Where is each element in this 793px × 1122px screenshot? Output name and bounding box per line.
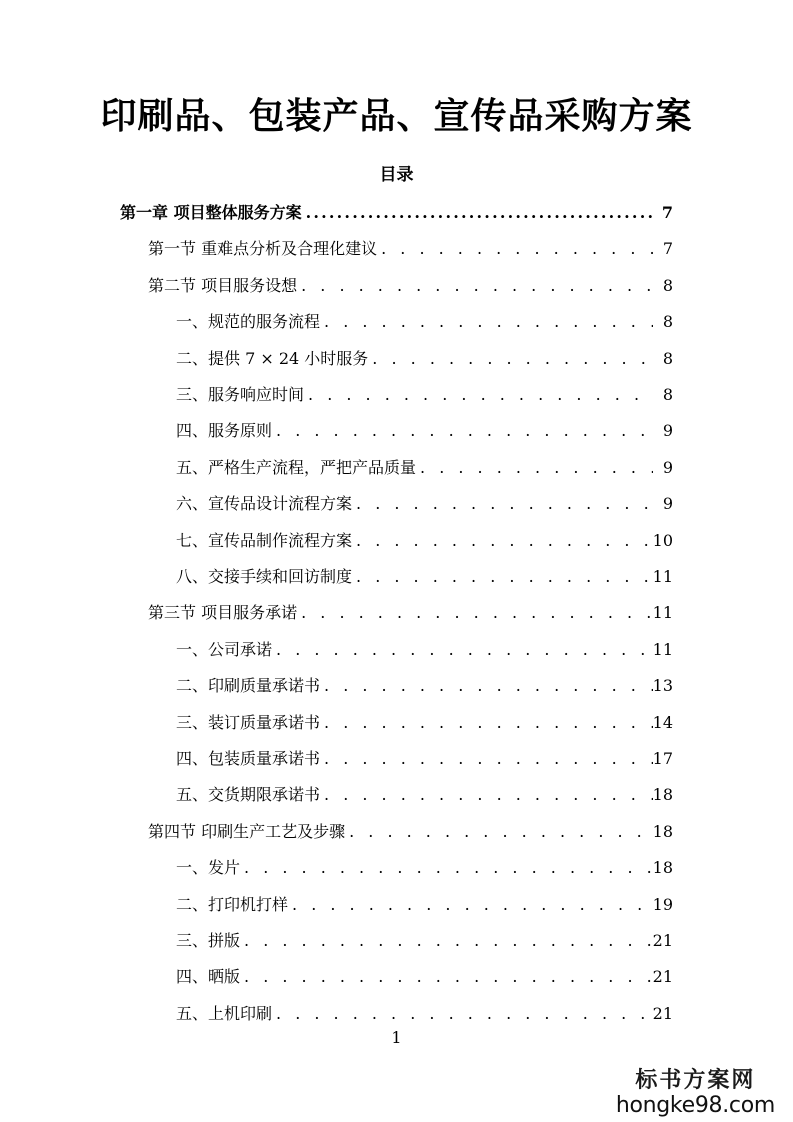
toc-entry-page: 18: [652, 858, 673, 878]
toc-entry-page: 13: [652, 676, 673, 696]
toc-entry-page: 18: [652, 785, 673, 805]
toc-entry-page: 19: [652, 894, 673, 914]
toc-entry-label: 四、晒版: [176, 967, 241, 987]
toc-leader-dots: [377, 237, 653, 261]
toc-leader-dots: [272, 1002, 653, 1026]
toc-leader-dots: [352, 565, 653, 589]
toc-entry-label: 三、拼版: [176, 931, 241, 950]
toc-leader-dots: [272, 419, 653, 443]
toc-section-entry[interactable]: [148, 820, 673, 844]
toc-leader-dots: [352, 492, 653, 516]
toc-entry-page: 10: [652, 530, 673, 550]
watermark-url-text: hongke98.com: [615, 1093, 775, 1118]
toc-leader-dots: [272, 638, 653, 662]
toc-section-entry[interactable]: [148, 237, 673, 261]
toc-entry-label: 五、交货期限承诺书: [176, 785, 321, 805]
toc-subsection-entry[interactable]: [176, 456, 673, 480]
toc-entry-label: 六、宣传品设计流程方案: [176, 494, 353, 514]
toc-entry-label: 五、上机印刷: [176, 1003, 273, 1023]
toc-leader-dots: [320, 674, 653, 698]
toc-entry-page: 14: [652, 712, 673, 732]
toc-entry-label: 八、交接手续和回访制度: [176, 567, 353, 586]
watermark-logo: [616, 1066, 775, 1118]
toc-leader-dots: [320, 711, 653, 735]
toc-entry-page: 9: [662, 457, 673, 477]
toc-heading: 目录: [379, 165, 414, 185]
toc-leader-dots: [320, 310, 653, 334]
toc-subsection-entry[interactable]: [176, 638, 673, 662]
toc-section-entry[interactable]: [148, 601, 673, 625]
toc-entry-page: 9: [662, 421, 673, 441]
toc-entry-page: 11: [652, 567, 673, 586]
toc-subsection-entry[interactable]: [176, 565, 673, 589]
toc-subsection-entry[interactable]: [176, 492, 673, 516]
toc-entry-page: 9: [662, 494, 673, 514]
toc-leader-dots: [240, 856, 653, 880]
toc-entry-label: 一、发片: [176, 858, 241, 878]
toc-leader-dots: [297, 274, 653, 298]
toc-entry-label: 第四节 印刷生产工艺及步骤: [148, 821, 346, 841]
toc-subsection-entry[interactable]: [176, 310, 673, 334]
toc-subsection-entry[interactable]: [176, 1002, 673, 1026]
toc-leader-dots: [288, 893, 653, 917]
toc-subsection-entry[interactable]: [176, 747, 673, 771]
toc-entry-label: 一、公司承诺: [176, 639, 273, 659]
toc-leader-dots: [368, 347, 653, 371]
toc-leader-dots: [304, 383, 653, 407]
toc-subsection-entry[interactable]: [176, 965, 673, 989]
toc-entry-label: 三、装订质量承诺书: [176, 712, 321, 732]
toc-entry-page: 21: [652, 931, 673, 950]
toc-entry-label: 二、提供 7 × 24 小时服务: [176, 348, 369, 368]
toc-entry-label: 七、宣传品制作流程方案: [176, 530, 353, 550]
toc-subsection-entry[interactable]: [176, 347, 673, 371]
toc-entry-label: 第一节 重难点分析及合理化建议: [148, 239, 378, 259]
toc-subsection-entry[interactable]: [176, 674, 673, 698]
toc-entry-page: 21: [652, 1003, 673, 1023]
toc-leader-dots: [345, 820, 653, 844]
toc-subsection-entry[interactable]: [176, 783, 673, 807]
toc-entry-page: 11: [652, 603, 673, 623]
toc-entry-page: 17: [652, 749, 673, 768]
toc-leader-dots: [416, 456, 653, 480]
toc-leader-dots: [297, 601, 653, 625]
toc-entry-page: 7: [661, 203, 673, 222]
toc-entry-page: 18: [652, 821, 673, 841]
toc-entry-page: 7: [662, 239, 673, 259]
toc-entry-page: 21: [652, 967, 673, 987]
toc-chapter-entry[interactable]: [120, 201, 673, 225]
toc-leader-dots: [320, 783, 653, 807]
toc-entry-page: 11: [652, 639, 673, 659]
toc-entry-label: 四、包装质量承诺书: [176, 749, 321, 768]
toc-entry-page: 8: [662, 275, 673, 295]
toc-leader-dots: [352, 529, 653, 553]
toc-entry-page: 8: [662, 348, 673, 368]
toc-entry-label: 一、规范的服务流程: [176, 312, 321, 332]
toc-subsection-entry[interactable]: [176, 893, 673, 917]
toc-subsection-entry[interactable]: [176, 383, 673, 407]
toc-subsection-entry[interactable]: [176, 419, 673, 443]
toc-entry-label: 二、打印机打样: [176, 894, 289, 914]
toc-leader-dots: [302, 201, 653, 225]
toc-leader-dots: [240, 965, 653, 989]
toc-subsection-entry[interactable]: [176, 529, 673, 553]
document-title: 印刷品、包装产品、宣传品采购方案: [100, 95, 693, 137]
toc-entry-label: 第三节 项目服务承诺: [148, 603, 298, 623]
toc-subsection-entry[interactable]: [176, 856, 673, 880]
toc-leader-dots: [240, 929, 653, 953]
toc-entry-label: 三、服务响应时间: [176, 385, 305, 404]
toc-entry-page: 8: [662, 385, 673, 404]
toc-entry-page: 8: [662, 312, 673, 332]
toc-subsection-entry[interactable]: [176, 711, 673, 735]
toc-section-entry[interactable]: [148, 274, 673, 298]
toc-subsection-entry[interactable]: [176, 929, 673, 953]
toc-entry-label: 第二节 项目服务设想: [148, 275, 298, 295]
toc-leader-dots: [320, 747, 653, 771]
toc-entry-label: 四、服务原则: [176, 421, 273, 441]
toc-entry-label: 二、印刷质量承诺书: [176, 676, 321, 696]
toc-entry-label: 五、严格生产流程，严把产品质量: [176, 457, 417, 477]
toc-entry-label: 第一章 项目整体服务方案: [120, 203, 302, 222]
watermark-cn-text: 标书方案网: [635, 1067, 756, 1093]
page-number: 1: [391, 1028, 402, 1047]
